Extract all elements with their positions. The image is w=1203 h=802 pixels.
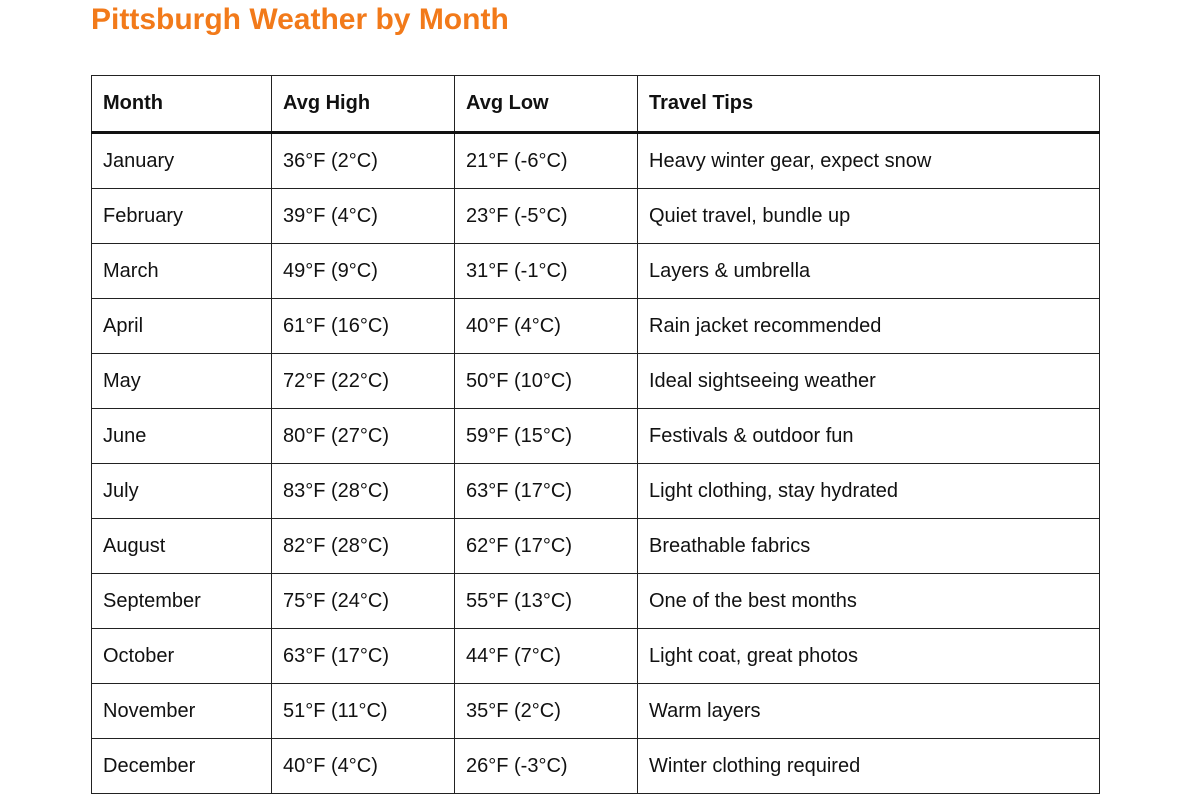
column-header-avg-low: Avg Low	[455, 76, 638, 133]
cell-travel-tips: Festivals & outdoor fun	[638, 409, 1100, 464]
cell-month: February	[92, 189, 272, 244]
cell-avg-low: 62°F (17°C)	[455, 519, 638, 574]
table-row	[92, 684, 1100, 739]
cell-avg-high: 51°F (11°C)	[272, 684, 455, 739]
table-body	[92, 133, 1100, 794]
table-row	[92, 133, 1100, 189]
table-row	[92, 354, 1100, 409]
cell-avg-high: 82°F (28°C)	[272, 519, 455, 574]
cell-avg-high: 36°F (2°C)	[272, 133, 455, 189]
cell-avg-high: 39°F (4°C)	[272, 189, 455, 244]
table-row	[92, 409, 1100, 464]
cell-avg-high: 80°F (27°C)	[272, 409, 455, 464]
header-row	[92, 76, 1100, 133]
cell-month: December	[92, 739, 272, 794]
cell-travel-tips: Ideal sightseeing weather	[638, 354, 1100, 409]
cell-avg-high: 75°F (24°C)	[272, 574, 455, 629]
cell-avg-low: 63°F (17°C)	[455, 464, 638, 519]
cell-month: September	[92, 574, 272, 629]
column-header-travel-tips: Travel Tips	[638, 76, 1100, 133]
cell-travel-tips: Heavy winter gear, expect snow	[638, 133, 1100, 189]
cell-avg-low: 23°F (-5°C)	[455, 189, 638, 244]
cell-avg-high: 83°F (28°C)	[272, 464, 455, 519]
cell-avg-low: 26°F (-3°C)	[455, 739, 638, 794]
table-row	[92, 574, 1100, 629]
cell-avg-low: 59°F (15°C)	[455, 409, 638, 464]
cell-avg-high: 61°F (16°C)	[272, 299, 455, 354]
cell-avg-low: 55°F (13°C)	[455, 574, 638, 629]
cell-month: August	[92, 519, 272, 574]
cell-travel-tips: Quiet travel, bundle up	[638, 189, 1100, 244]
cell-month: January	[92, 133, 272, 189]
cell-travel-tips: Light clothing, stay hydrated	[638, 464, 1100, 519]
cell-avg-high: 63°F (17°C)	[272, 629, 455, 684]
cell-month: July	[92, 464, 272, 519]
cell-travel-tips: Rain jacket recommended	[638, 299, 1100, 354]
page-title: Pittsburgh Weather by Month	[91, 3, 509, 36]
cell-month: March	[92, 244, 272, 299]
column-header-avg-high: Avg High	[272, 76, 455, 133]
cell-month: May	[92, 354, 272, 409]
cell-avg-high: 49°F (9°C)	[272, 244, 455, 299]
cell-travel-tips: Breathable fabrics	[638, 519, 1100, 574]
table-row	[92, 244, 1100, 299]
table-row	[92, 299, 1100, 354]
cell-month: October	[92, 629, 272, 684]
cell-avg-low: 21°F (-6°C)	[455, 133, 638, 189]
cell-month: November	[92, 684, 272, 739]
cell-avg-high: 72°F (22°C)	[272, 354, 455, 409]
cell-travel-tips: Light coat, great photos	[638, 629, 1100, 684]
cell-avg-low: 44°F (7°C)	[455, 629, 638, 684]
cell-travel-tips: One of the best months	[638, 574, 1100, 629]
cell-travel-tips: Warm layers	[638, 684, 1100, 739]
table-row	[92, 189, 1100, 244]
table-header	[92, 76, 1100, 133]
cell-avg-high: 40°F (4°C)	[272, 739, 455, 794]
cell-month: April	[92, 299, 272, 354]
column-header-month: Month	[92, 76, 272, 133]
cell-month: June	[92, 409, 272, 464]
cell-avg-low: 40°F (4°C)	[455, 299, 638, 354]
cell-travel-tips: Winter clothing required	[638, 739, 1100, 794]
cell-travel-tips: Layers & umbrella	[638, 244, 1100, 299]
table-row	[92, 739, 1100, 794]
table-row	[92, 464, 1100, 519]
table-row	[92, 629, 1100, 684]
weather-table	[91, 75, 1100, 794]
cell-avg-low: 50°F (10°C)	[455, 354, 638, 409]
cell-avg-low: 31°F (-1°C)	[455, 244, 638, 299]
cell-avg-low: 35°F (2°C)	[455, 684, 638, 739]
table-row	[92, 519, 1100, 574]
